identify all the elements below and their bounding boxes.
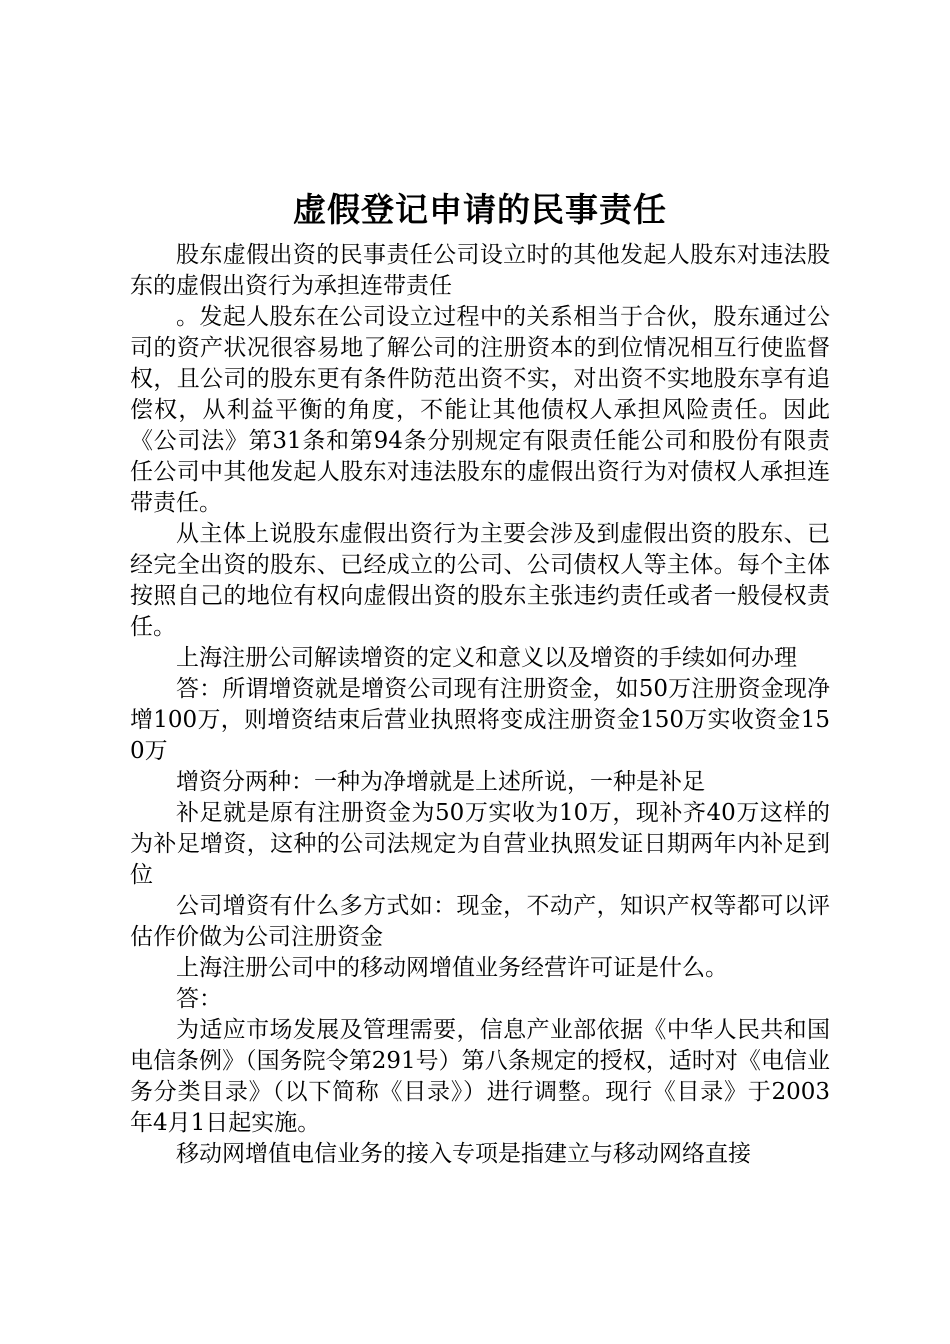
paragraph: 补足就是原有注册资金为50万实收为10万，现补齐40万这样的为补足增资，这种的公司法规定为自营业执照发证日期两年内补足到位 <box>130 800 830 888</box>
paragraph: 为适应市场发展及管理需要，信息产业部依据《中华人民共和国电信条例》（国务院令第291号）第八条规定的授权，适时对《电信业务分类目录》（以下简称《目录》）进行调整。现行《目录》于2003年4月1日起实施。 <box>130 1017 830 1136</box>
paragraph: 上海注册公司解读增资的定义和意义以及增资的手续如何办理 <box>176 645 797 671</box>
paragraph: 。发起人股东在公司设立过程中的关系相当于合伙，股东通过公司的资产状况很容易地了解公司的注册资本的到位情况相互行使监督权，且公司的股东更有条件防范出资不实，对出资不实地股东享有追偿权，从利益平衡的角度，不能让其他债权人承担风险责任。因此《公司法》第31条和第94条分别规定有限责任能公司和股份有限责任公司中其他发起人股东对违法股东的虚假出资行为对债权人承担连带责任。 <box>130 304 830 516</box>
document-body <box>130 188 830 1170</box>
paragraph: 增资分两种：一种为净增就是上述所说，一种是补足 <box>176 769 705 795</box>
paragraph: 答： <box>176 986 222 1012</box>
paragraph: 股东虚假出资的民事责任公司设立时的其他发起人股东对违法股东的虚假出资行为承担连带责任 <box>130 242 830 299</box>
paragraph: 答：所谓增资就是增资公司现有注册资金，如50万注册资金现净增100万，则增资结束后营业执照将变成注册资金150万实收资金150万 <box>130 676 830 764</box>
paragraph: 从主体上说股东虚假出资行为主要会涉及到虚假出资的股东、已经完全出资的股东、已经成立的公司、公司债权人等主体。每个主体按照自己的地位有权向虚假出资的股东主张违约责任或者一般侵权责任。 <box>130 521 830 640</box>
document-title: 虚假登记申请的民事责任 <box>293 190 667 229</box>
paragraph: 上海注册公司中的移动网增值业务经营许可证是什么。 <box>176 955 728 981</box>
paragraph: 公司增资有什么多方式如：现金，不动产，知识产权等都可以评估作价做为公司注册资金 <box>130 893 830 950</box>
paragraph: 移动网增值电信业务的接入专项是指建立与移动网络直接 <box>176 1141 751 1167</box>
